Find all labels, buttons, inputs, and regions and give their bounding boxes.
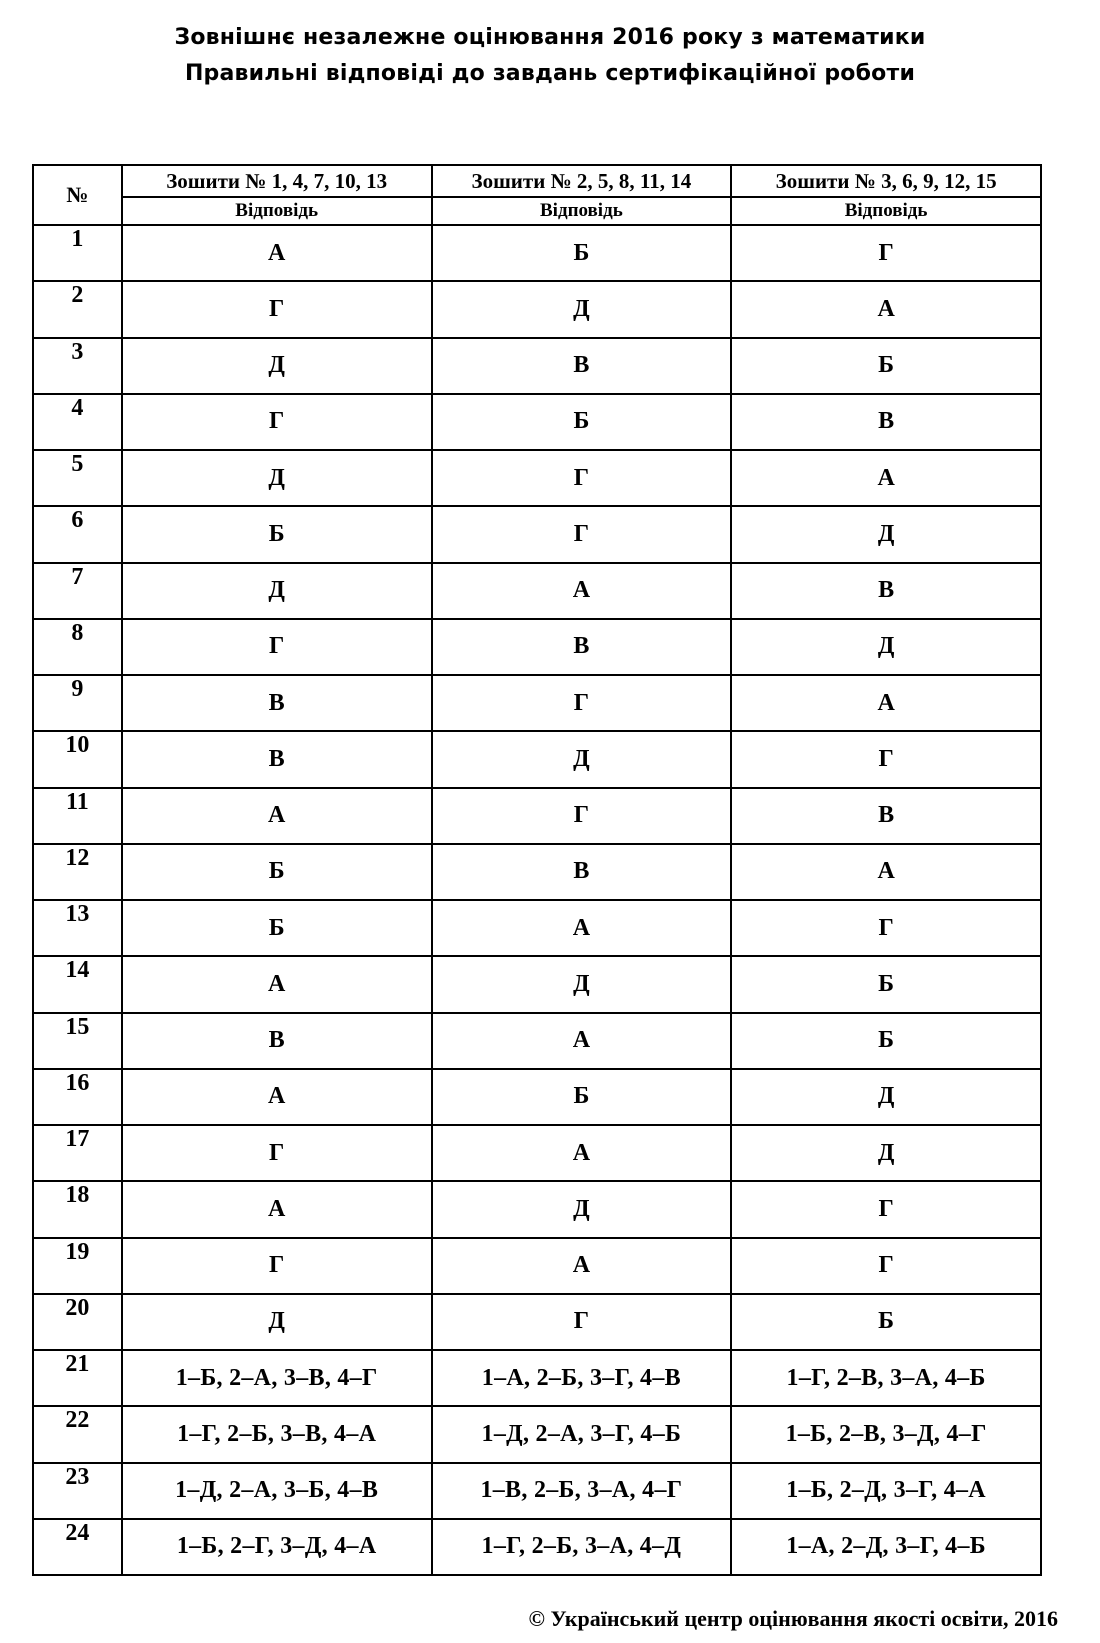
- table-row: [33, 731, 1041, 787]
- answer-cell-booklet-2: Г: [432, 506, 732, 562]
- answer-label-3: Відповідь: [731, 197, 1041, 225]
- question-number: 17: [33, 1125, 122, 1181]
- question-number: 13: [33, 900, 122, 956]
- table-row: [33, 1519, 1041, 1575]
- table-row: [33, 1406, 1041, 1462]
- question-number: 5: [33, 450, 122, 506]
- answer-cell-booklet-3: В: [731, 788, 1041, 844]
- table-row: [33, 1238, 1041, 1294]
- question-number: 6: [33, 506, 122, 562]
- answer-cell-booklet-1: 1–Б, 2–Г, 3–Д, 4–А: [122, 1519, 432, 1575]
- question-number: 8: [33, 619, 122, 675]
- answer-cell-booklet-3: Б: [731, 956, 1041, 1012]
- answer-cell-booklet-3: Б: [731, 1294, 1041, 1350]
- question-number: 16: [33, 1069, 122, 1125]
- answer-cell-booklet-1: А: [122, 788, 432, 844]
- booklet-header-3: Зошити № 3, 6, 9, 12, 15: [731, 165, 1041, 197]
- question-number: 9: [33, 675, 122, 731]
- answer-cell-booklet-2: Г: [432, 788, 732, 844]
- answer-label-1: Відповідь: [122, 197, 432, 225]
- answer-cell-booklet-3: Г: [731, 900, 1041, 956]
- answer-cell-booklet-1: Д: [122, 450, 432, 506]
- answer-cell-booklet-3: Д: [731, 1125, 1041, 1181]
- answer-cell-booklet-2: В: [432, 844, 732, 900]
- answer-cell-booklet-1: А: [122, 1181, 432, 1237]
- answer-cell-booklet-2: Б: [432, 394, 732, 450]
- answer-cell-booklet-1: В: [122, 731, 432, 787]
- answer-cell-booklet-2: Д: [432, 281, 732, 337]
- table-row: [33, 394, 1041, 450]
- answer-cell-booklet-2: Д: [432, 1181, 732, 1237]
- table-row: [33, 506, 1041, 562]
- answer-cell-booklet-1: Д: [122, 563, 432, 619]
- table-header: [33, 165, 1041, 225]
- table-row: [33, 1463, 1041, 1519]
- title-line-2: Правильні відповіді до завдань сертифікаційної роботи: [184, 61, 916, 86]
- answer-cell-booklet-3: 1–А, 2–Д, 3–Г, 4–Б: [731, 1519, 1041, 1575]
- question-number: 23: [33, 1463, 122, 1519]
- answer-cell-booklet-2: В: [432, 619, 732, 675]
- answer-cell-booklet-2: Г: [432, 1294, 732, 1350]
- answer-cell-booklet-3: 1–Б, 2–Д, 3–Г, 4–А: [731, 1463, 1041, 1519]
- question-number: 22: [33, 1406, 122, 1462]
- table-row: [33, 956, 1041, 1012]
- question-number: 7: [33, 563, 122, 619]
- number-column-header: №: [33, 165, 122, 225]
- answer-label-2: Відповідь: [432, 197, 732, 225]
- table-row: [33, 844, 1041, 900]
- table-row: [33, 619, 1041, 675]
- table-body: [33, 225, 1041, 1575]
- question-number: 4: [33, 394, 122, 450]
- answer-cell-booklet-1: 1–Б, 2–А, 3–В, 4–Г: [122, 1350, 432, 1406]
- answer-cell-booklet-1: Г: [122, 1238, 432, 1294]
- answer-cell-booklet-2: А: [432, 563, 732, 619]
- answer-key-table: [32, 164, 1042, 1576]
- answer-cell-booklet-2: Г: [432, 675, 732, 731]
- question-number: 20: [33, 1294, 122, 1350]
- table-row: [33, 1350, 1041, 1406]
- answer-cell-booklet-3: Б: [731, 1013, 1041, 1069]
- booklet-header-1: Зошити № 1, 4, 7, 10, 13: [122, 165, 432, 197]
- answer-cell-booklet-2: Д: [432, 956, 732, 1012]
- answer-cell-booklet-2: А: [432, 1013, 732, 1069]
- answer-cell-booklet-3: Г: [731, 225, 1041, 281]
- answer-cell-booklet-3: Г: [731, 1238, 1041, 1294]
- question-number: 15: [33, 1013, 122, 1069]
- answer-cell-booklet-3: Д: [731, 506, 1041, 562]
- answer-cell-booklet-2: Д: [432, 731, 732, 787]
- answer-cell-booklet-3: Д: [731, 619, 1041, 675]
- answer-cell-booklet-1: А: [122, 1069, 432, 1125]
- table-row: [33, 563, 1041, 619]
- table-row: [33, 1125, 1041, 1181]
- answer-cell-booklet-1: Д: [122, 338, 432, 394]
- answer-cell-booklet-1: Г: [122, 1125, 432, 1181]
- copyright-footer: © Український центр оцінювання якості освіти, 2016: [528, 1606, 1058, 1631]
- question-number: 12: [33, 844, 122, 900]
- answer-cell-booklet-1: Д: [122, 1294, 432, 1350]
- booklet-header-2: Зошити № 2, 5, 8, 11, 14: [432, 165, 732, 197]
- answer-cell-booklet-3: 1–Г, 2–В, 3–А, 4–Б: [731, 1350, 1041, 1406]
- answer-cell-booklet-3: В: [731, 563, 1041, 619]
- table-row: [33, 225, 1041, 281]
- answer-cell-booklet-2: 1–В, 2–Б, 3–А, 4–Г: [432, 1463, 732, 1519]
- answer-cell-booklet-1: А: [122, 225, 432, 281]
- answer-cell-booklet-1: 1–Д, 2–А, 3–Б, 4–В: [122, 1463, 432, 1519]
- answer-cell-booklet-1: В: [122, 675, 432, 731]
- answer-cell-booklet-1: В: [122, 1013, 432, 1069]
- answer-cell-booklet-2: Б: [432, 225, 732, 281]
- answer-cell-booklet-3: Б: [731, 338, 1041, 394]
- question-number: 2: [33, 281, 122, 337]
- table-row: [33, 1013, 1041, 1069]
- answer-cell-booklet-1: Г: [122, 281, 432, 337]
- table-row: [33, 900, 1041, 956]
- question-number: 1: [33, 225, 122, 281]
- answer-cell-booklet-2: 1–А, 2–Б, 3–Г, 4–В: [432, 1350, 732, 1406]
- answer-cell-booklet-1: Б: [122, 900, 432, 956]
- answer-cell-booklet-3: В: [731, 394, 1041, 450]
- table-row: [33, 1069, 1041, 1125]
- table-row: [33, 1181, 1041, 1237]
- question-number: 14: [33, 956, 122, 1012]
- answer-cell-booklet-2: А: [432, 1238, 732, 1294]
- answer-cell-booklet-3: Г: [731, 1181, 1041, 1237]
- title-line-1: Зовнішнє незалежне оцінювання 2016 року з математики: [174, 25, 926, 50]
- answer-cell-booklet-2: Г: [432, 450, 732, 506]
- question-number: 21: [33, 1350, 122, 1406]
- answer-cell-booklet-3: Г: [731, 731, 1041, 787]
- question-number: 10: [33, 731, 122, 787]
- table-row: [33, 1294, 1041, 1350]
- question-number: 18: [33, 1181, 122, 1237]
- answer-cell-booklet-1: А: [122, 956, 432, 1012]
- table-row: [33, 281, 1041, 337]
- answer-cell-booklet-3: А: [731, 844, 1041, 900]
- answer-cell-booklet-3: 1–Б, 2–В, 3–Д, 4–Г: [731, 1406, 1041, 1462]
- table-row: [33, 338, 1041, 394]
- question-number: 3: [33, 338, 122, 394]
- answer-cell-booklet-2: 1–Г, 2–Б, 3–А, 4–Д: [432, 1519, 732, 1575]
- table-row: [33, 788, 1041, 844]
- answer-cell-booklet-2: Б: [432, 1069, 732, 1125]
- question-number: 11: [33, 788, 122, 844]
- table-row: [33, 675, 1041, 731]
- answer-cell-booklet-1: Г: [122, 394, 432, 450]
- question-number: 24: [33, 1519, 122, 1575]
- question-number: 19: [33, 1238, 122, 1294]
- answer-cell-booklet-2: А: [432, 1125, 732, 1181]
- table-row: [33, 450, 1041, 506]
- answer-cell-booklet-3: А: [731, 450, 1041, 506]
- answer-cell-booklet-1: Б: [122, 844, 432, 900]
- answer-cell-booklet-3: А: [731, 281, 1041, 337]
- answer-cell-booklet-1: Б: [122, 506, 432, 562]
- answer-cell-booklet-3: А: [731, 675, 1041, 731]
- document-title: [0, 20, 1100, 92]
- answer-cell-booklet-1: Г: [122, 619, 432, 675]
- answer-cell-booklet-3: Д: [731, 1069, 1041, 1125]
- answer-cell-booklet-2: А: [432, 900, 732, 956]
- answer-cell-booklet-1: 1–Г, 2–Б, 3–В, 4–А: [122, 1406, 432, 1462]
- answer-cell-booklet-2: В: [432, 338, 732, 394]
- answer-cell-booklet-2: 1–Д, 2–А, 3–Г, 4–Б: [432, 1406, 732, 1462]
